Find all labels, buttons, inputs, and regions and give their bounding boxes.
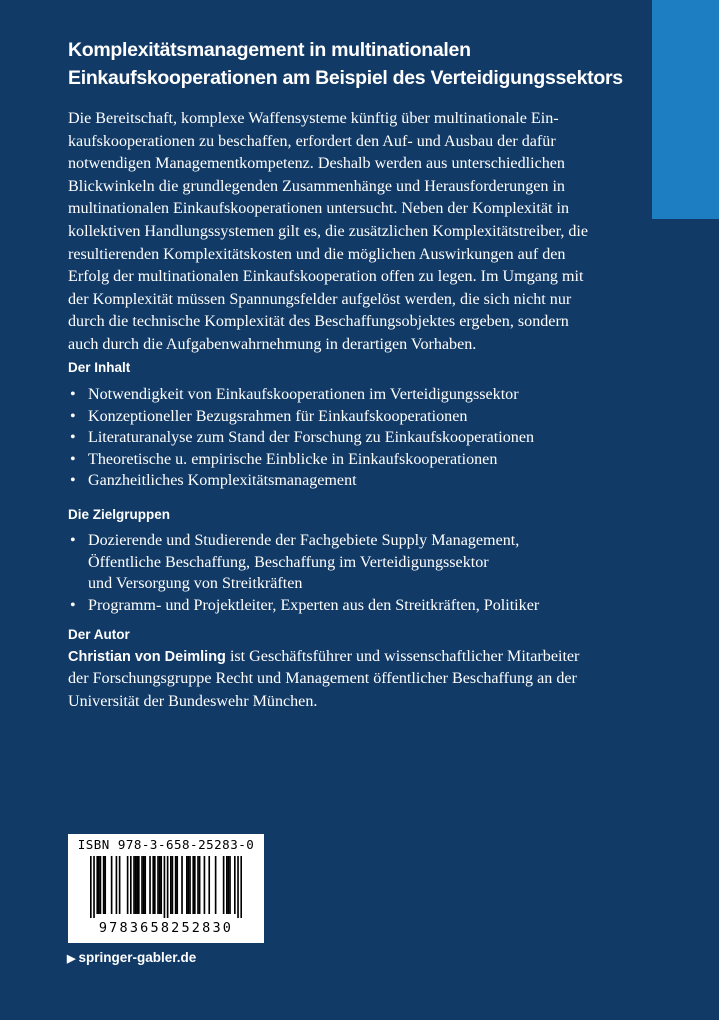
list-item: • Notwendigkeit von Einkaufskooperationen im Verteidigungssektor (68, 384, 668, 406)
intro-line: der Komplexität müssen Spannungsfelder aufgelöst werden, die sich nicht nur (68, 290, 572, 308)
inhalt-list (68, 384, 668, 492)
list-item: • Programm- und Projektleiter, Experten aus den Streitkräften, Politiker (68, 595, 668, 617)
list-item: • Literaturanalyse zum Stand der Forschung zu Einkaufskooperationen (68, 427, 668, 449)
barcode-bar (167, 856, 169, 918)
barcode-bar (237, 856, 239, 918)
intro-line: notwendigen Managementkompetenz. Deshalb werden aus unterschiedlichen (68, 155, 565, 173)
author-bio: Christian von Deimling ist Geschäftsführer und wissenschaftlicher Mitarbeiter der Forschungsgruppe Recht und Management öffentlicher Beschaffung an der Universität der Bundeswehr München. (68, 648, 580, 710)
barcode-bar (127, 856, 129, 914)
barcode-bar (229, 856, 231, 914)
intro-line: kaufskooperationen zu beschaffen, erfordert den Auf- und Ausbau der dafür (68, 132, 556, 150)
barcode-bar (176, 856, 178, 914)
barcode-bar (188, 856, 190, 914)
zielgruppen-heading: Die Zielgruppen (68, 507, 171, 522)
intro-line: resultierenden Komplexitätskosten und die möglichen Auswirkungen auf den (68, 245, 566, 263)
intro-line: durch die technische Komplexität des Beschaffungsobjektes ergeben, sondern (68, 313, 569, 331)
barcode-bar (197, 856, 199, 914)
barcode-bar (136, 856, 138, 914)
barcode-bar (154, 856, 156, 914)
intro-line: kollektiven Handlungssystemen gilt es, die zusätzlichen Komplexitätstreiber, die (68, 222, 589, 240)
barcode-bar (186, 856, 188, 914)
barcode-bar (160, 856, 162, 914)
barcode-bar (228, 856, 230, 914)
barcode-bar (172, 856, 174, 914)
barcode-bar (135, 856, 137, 914)
bullet-icon: • (70, 429, 76, 446)
bullet-icon: • (70, 532, 76, 549)
barcode-bar (119, 856, 121, 914)
barcode-bar (116, 856, 118, 914)
intro-line: Blickwinkeln die grundlegenden Zusammenhänge und Herausforderungen in (68, 177, 565, 195)
bullet-icon: • (70, 407, 76, 425)
barcode-bar (240, 856, 242, 918)
barcode-bar (138, 856, 140, 914)
list-item: • Konzeptioneller Bezugsrahmen für Einkaufskooperationen (68, 406, 668, 428)
inhalt-heading: Der Inhalt (68, 360, 131, 375)
bullet-icon: • (70, 450, 76, 468)
autor-heading: Der Autor (68, 627, 130, 642)
barcode-bar (157, 856, 159, 914)
barcode-bar (96, 856, 98, 914)
barcode-bar (204, 856, 206, 914)
barcode-bar (133, 856, 135, 914)
list-item: • Theoretische u. empirische Einblicke in Einkaufskooperationen (68, 449, 668, 471)
barcode-bar (181, 856, 183, 914)
barcode-bar (189, 856, 191, 914)
barcode-bar (141, 856, 143, 914)
intro-line: Erfolg der multinationalen Einkaufskooperation offen zu legen. Im Umgang mit (68, 268, 584, 286)
zielgruppen-list (68, 530, 668, 616)
book-title (68, 36, 648, 92)
ean-digits: 9783658252830 (98, 920, 234, 936)
bullet-icon: • (70, 472, 76, 489)
barcode-bar (159, 856, 161, 914)
barcode-bar (199, 856, 201, 914)
barcode-bar (208, 856, 210, 914)
barcode-bar (215, 856, 217, 914)
barcode-bar (111, 856, 113, 914)
barcode-bar (234, 856, 236, 914)
list-item: • Ganzheitliches Komplexitätsmanagement (68, 470, 668, 492)
barcode-bar (192, 856, 194, 914)
barcode-bar (164, 856, 166, 918)
barcode-bars (90, 856, 242, 918)
barcode-bar (223, 856, 225, 914)
barcode-bar (98, 856, 100, 914)
barcode-bar (104, 856, 106, 914)
barcode-bar (143, 856, 145, 914)
isbn-text: ISBN 978-3-658-25283-0 (77, 837, 255, 852)
intro-line: Die Bereitschaft, komplexe Waffensysteme künftig über multinationale Ein- (68, 110, 559, 127)
barcode-bar (100, 856, 102, 914)
intro-line: multinationalen Einkaufskooperationen untersucht. Neben der Komplexität in (68, 200, 570, 218)
barcode-bar (194, 856, 196, 914)
bullet-icon: • (70, 386, 76, 403)
title-line-1: Komplexitätsmanagement in multinationalen (68, 39, 471, 61)
website-link[interactable]: ▶ springer-gabler.de (67, 950, 197, 965)
barcode-bar (149, 856, 151, 914)
barcode (68, 834, 264, 943)
barcode-bar (144, 856, 146, 914)
list-item: • Dozierende und Studierende der Fachgebiete Supply Management, Öffentliche Beschaffung, Beschaffung im Verteidigungssektor und Versorgung von Streitkräften (70, 532, 520, 592)
intro-paragraph (68, 108, 668, 357)
title-line-2: Einkaufskooperationen am Beispiel des Verteidigungssektors (68, 67, 623, 89)
barcode-bar (93, 856, 95, 918)
barcode-bar (170, 856, 172, 914)
barcode-bar (103, 856, 105, 914)
bullet-icon: • (70, 596, 76, 614)
arrow-right-icon: ▶ (67, 953, 76, 965)
barcode-bar (90, 856, 92, 918)
intro-line: auch durch die Aufgabenwahrnehmung in derartigen Vorhaben. (68, 335, 477, 353)
author-name: Christian von Deimling (68, 649, 226, 665)
barcode-bar (175, 856, 177, 914)
barcode-bar (152, 856, 154, 914)
barcode-bar (130, 856, 132, 914)
barcode-bar (226, 856, 228, 914)
